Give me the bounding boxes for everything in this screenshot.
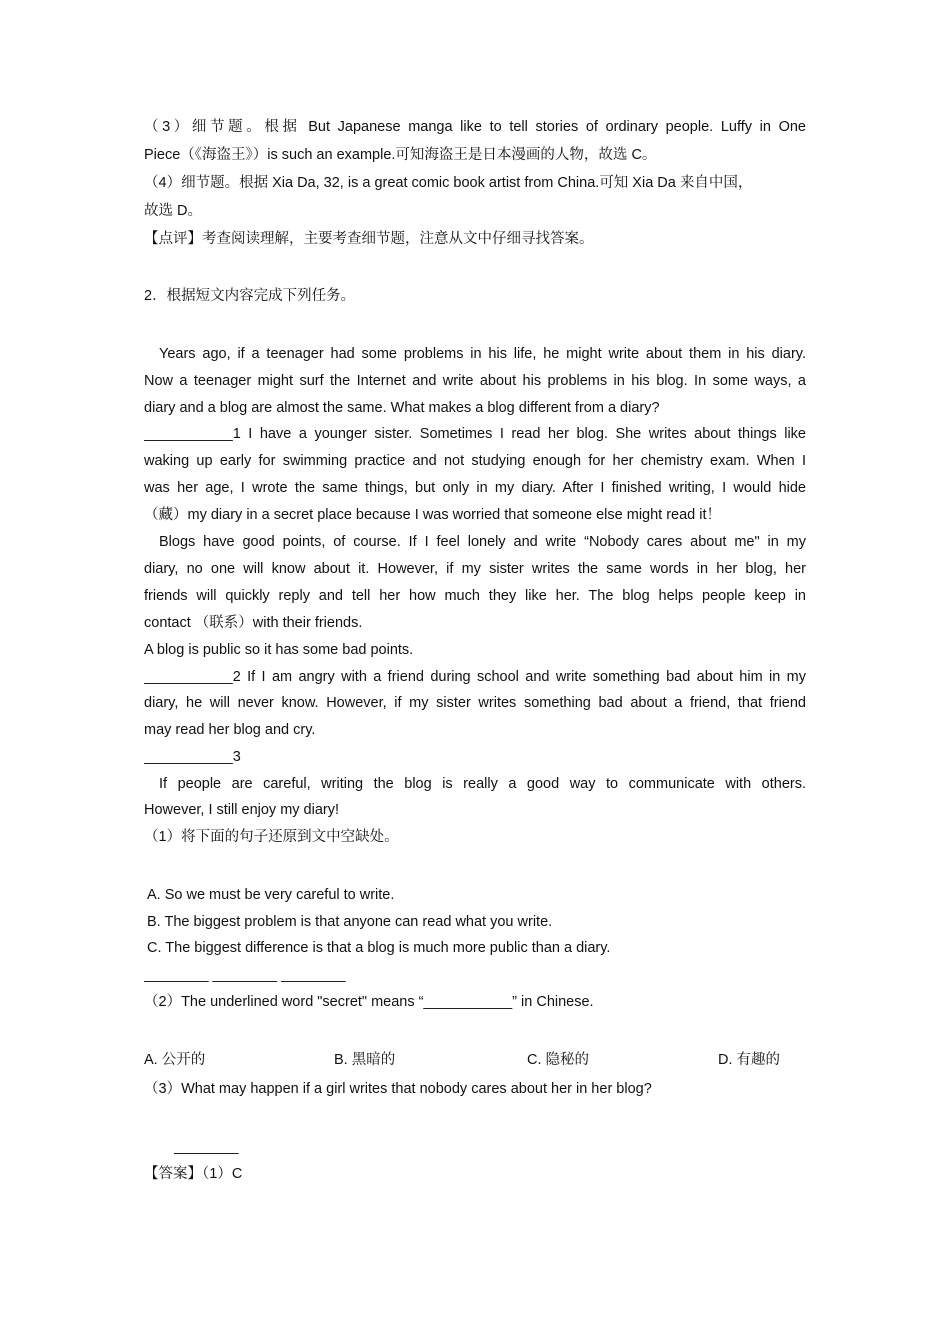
- text-line: 故选 D。: [144, 203, 202, 219]
- question-heading: 2．根据短文内容完成下列任务。: [144, 288, 356, 304]
- sub-question-3: （3）What may happen if a girl writes that nobody cares about her in her blog?: [144, 1081, 652, 1097]
- answer-line: 【答案】（1）C: [144, 1166, 243, 1182]
- passage-line: However, I still enjoy my diary!: [144, 802, 340, 818]
- text-line: Piece（《海盗王》）is such an example.可知海盗王是日本漫画的人物，故选 C。: [144, 147, 657, 163]
- passage-line: （藏）my diary in a secret place because I was worried that someone else might read it！: [144, 507, 722, 523]
- passage-line: A blog is public so it has some bad points.: [144, 642, 414, 658]
- text-line: （4）细节题。根据 Xia Da, 32, is a great comic book artist from China.可知 Xia Da 来自中国，: [144, 175, 753, 191]
- passage-line: waking up early for swimming practice and not studying enough for her chemistry exam. When I: [144, 453, 806, 469]
- answer-blank-3: ________: [174, 1139, 239, 1155]
- passage-line: If people are careful, writing the blog is really a good way to communicate with others.: [159, 776, 806, 792]
- choice-a: A. So we must be very careful to write.: [147, 887, 395, 903]
- passage-line: Now a teenager might surf the Internet and write about his problems in his blog. In some ways, a: [144, 373, 806, 389]
- passage-line: Years ago, if a teenager had some problems in his life, he might write about them in his diary.: [159, 346, 806, 362]
- passage-line: may read her blog and cry.: [144, 722, 316, 738]
- passage-line: Blogs have good points, of course. If I feel lonely and write “Nobody cares about me" in my: [159, 534, 806, 550]
- sub-question-2: （2）The underlined word "secret" means “___________” in Chinese.: [144, 994, 594, 1010]
- option-a: A. 公开的: [144, 1052, 206, 1068]
- text-line: （3）细节题。根据 But Japanese manga like to tell stories of ordinary people. Luffy in One: [144, 119, 806, 135]
- passage-line: diary, no one will know about it. However, if my sister writes the same words in her blog, her: [144, 561, 806, 577]
- comment-line: 【点评】考查阅读理解，主要考查细节题，注意从文中仔细寻找答案。: [144, 231, 594, 247]
- passage-line: was her age, I wrote the same things, but only in my diary. After I finished writing, I would hide: [144, 480, 806, 496]
- sub-question-1: （1）将下面的句子还原到文中空缺处。: [144, 829, 399, 845]
- passage-line: diary and a blog are almost the same. What makes a blog different from a diary?: [144, 400, 660, 416]
- option-row: [144, 1050, 806, 1070]
- choice-b: B. The biggest problem is that anyone can read what you write.: [147, 914, 553, 930]
- answer-blanks: ________ ________ ________: [144, 967, 346, 983]
- passage-line: ___________2 If I am angry with a friend during school and write something bad about him in my: [144, 669, 806, 685]
- option-c: C. 隐秘的: [527, 1052, 590, 1068]
- option-b: B. 黑暗的: [334, 1052, 396, 1068]
- choice-c: C. The biggest difference is that a blog is much more public than a diary.: [147, 940, 611, 956]
- passage-line: diary, he will never know. However, if my sister writes something bad about a friend, that friend: [144, 695, 806, 711]
- passage-line: ___________3: [144, 749, 241, 765]
- passage-line: ___________1 I have a younger sister. Sometimes I read her blog. She writes about things like: [144, 426, 806, 442]
- option-d: D. 有趣的: [718, 1052, 781, 1068]
- passage-line: contact （联系）with their friends.: [144, 615, 363, 631]
- passage-line: friends will quickly reply and tell her how much they like her. The blog helps people keep in: [144, 588, 806, 604]
